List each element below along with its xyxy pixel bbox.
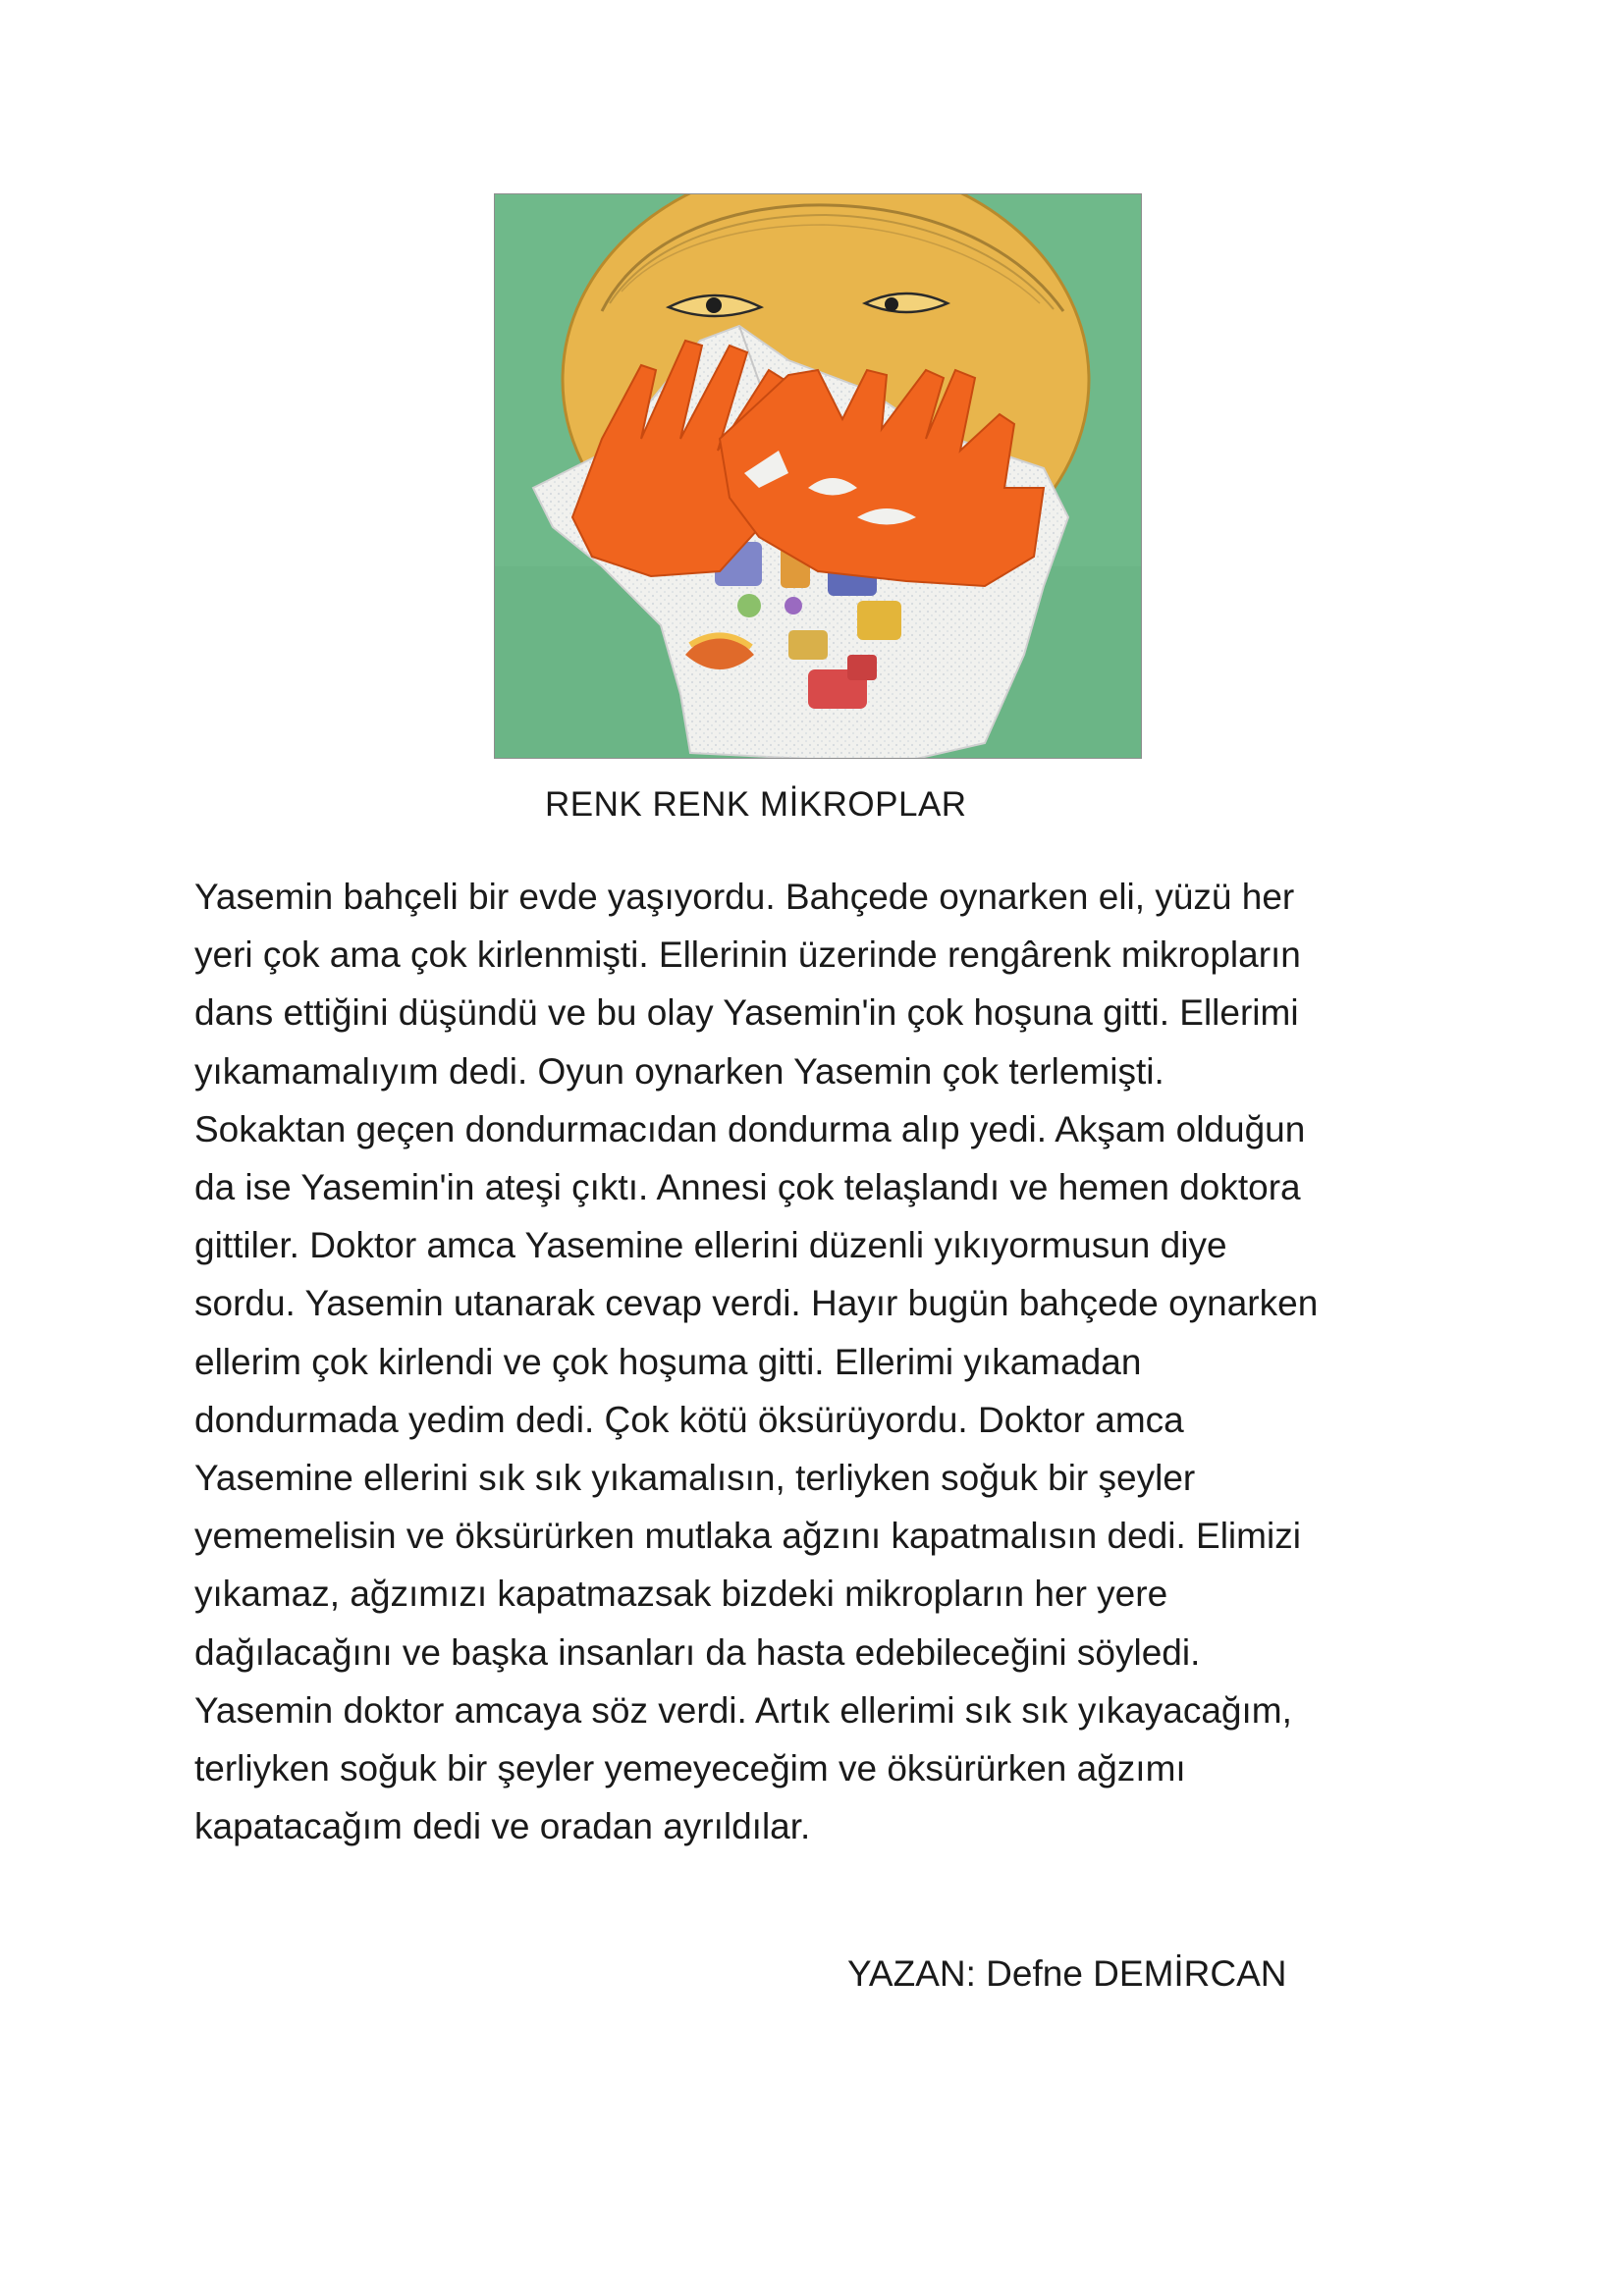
- story-line: kapatacağım dedi ve oradan ayrıldılar.: [194, 1806, 811, 1847]
- story-line: yememelisin ve öksürürken mutlaka ağzını kapatmalısın dedi. Elimizi: [194, 1516, 1301, 1557]
- story-line: gittiler. Doktor amca Yasemine ellerini düzenli yıkıyormusun diye: [194, 1225, 1227, 1266]
- story-paragraph: [194, 868, 1471, 1855]
- orange-paper-hands: [572, 341, 1044, 586]
- story-line: yıkamaz, ağzımızı kapatmazsak bizdeki mikropların her yere: [194, 1574, 1168, 1615]
- story-line: terliyken soğuk bir şeyler yemeyeceğim ve öksürürken ağzımı: [194, 1748, 1186, 1789]
- story-line: Yasemin bahçeli bir evde yaşıyordu. Bahçede oynarken eli, yüzü her: [194, 877, 1295, 917]
- story-title: RENK RENK MİKROPLAR: [545, 785, 967, 824]
- story-line: ellerim çok kirlendi ve çok hoşuma gitti. Ellerimi yıkamadan: [194, 1341, 1142, 1382]
- story-line: yeri çok ama çok kirlenmişti. Ellerinin üzerinde rengârenk mikropların: [194, 934, 1301, 976]
- story-line: Sokaktan geçen dondurmacıdan dondurma alıp yedi. Akşam olduğun: [194, 1108, 1306, 1149]
- author-credit: YAZAN: Defne DEMİRCAN: [847, 1953, 1287, 1994]
- story-line: Yasemin doktor amcaya söz verdi. Artık ellerimi sık sık yıkayacağım,: [194, 1689, 1292, 1731]
- story-line: Yasemine ellerini sık sık yıkamalısın, terliyken soğuk bir şeyler: [194, 1458, 1196, 1499]
- story-illustration: [494, 193, 1142, 759]
- story-line: dağılacağını ve başka insanları da hasta edebileceğini söyledi.: [194, 1631, 1201, 1673]
- story-line: dondurmada yedim dedi. Çok kötü öksürüyordu. Doktor amca: [194, 1399, 1184, 1440]
- story-line: da ise Yasemin'in ateşi çıktı. Annesi çok telaşlandı ve hemen doktora: [194, 1167, 1301, 1208]
- story-line: sordu. Yasemin utanarak cevap verdi. Hayır bugün bahçede oynarken: [194, 1283, 1319, 1324]
- story-line: dans ettiğini düşündü ve bu olay Yasemin'in çok hoşuna gitti. Ellerimi: [194, 992, 1299, 1034]
- story-line: yıkamamalıyım dedi. Oyun oynarken Yasemin çok terlemişti.: [194, 1050, 1164, 1092]
